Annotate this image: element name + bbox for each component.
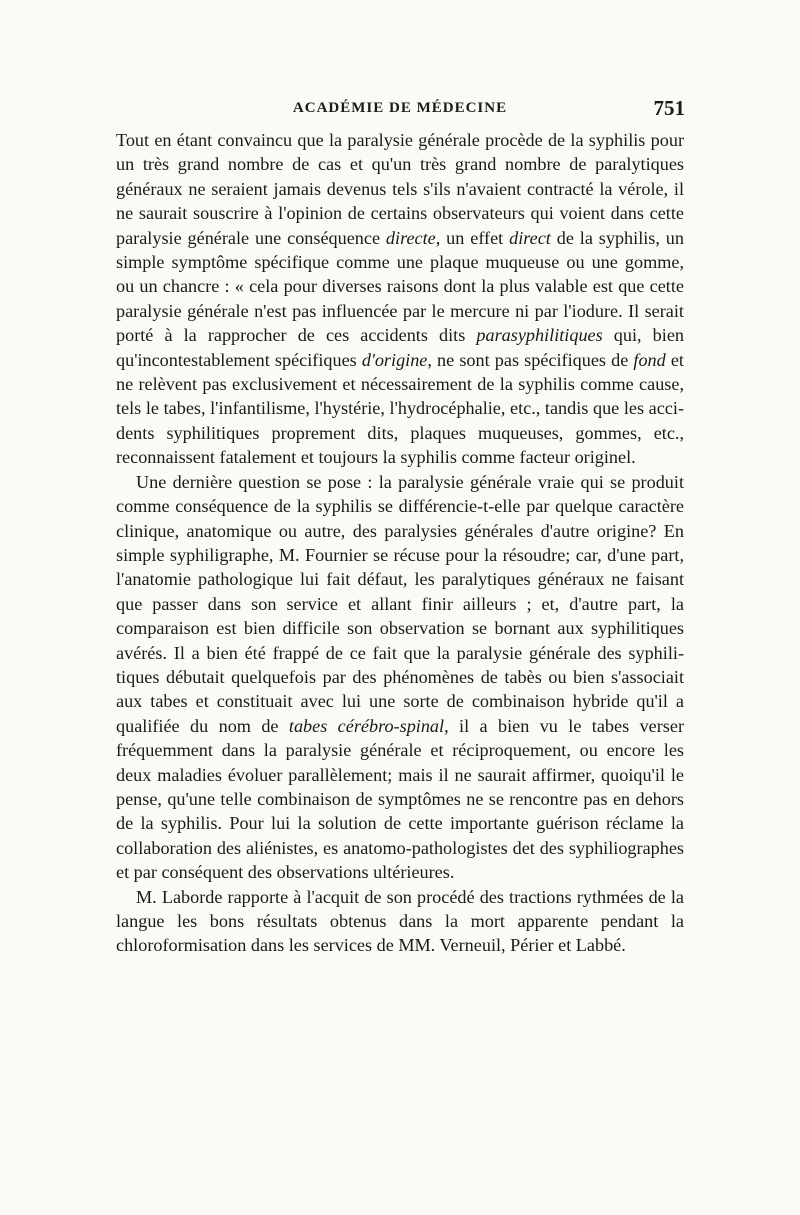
italic-text: parasyphilitiques	[476, 325, 603, 346]
text-run: Tout en étant convaincu que la paralysie générale procède de la syphilis pour un très grand nombre de cas et qu'un très grand nombre de paralytiques généraux ne seraient jamais devenus tels s'ils n'avaient contracté la vérole, il ne saurait souscrire à l'opinion de certains observateurs qui voient dans cette paralysie générale une conséquence	[116, 130, 684, 248]
text-run: , ne sont pas spécifiques de	[427, 349, 634, 370]
italic-text: directe	[385, 227, 436, 248]
italic-text: direct	[509, 227, 551, 248]
page-number: 751	[653, 96, 685, 120]
italic-text: d'origine	[361, 349, 428, 370]
paragraph-2	[116, 470, 684, 885]
text-run: M. Laborde rapporte à l'acquit de son procédé des tractions rythmées de la langue les bons résultats obtenus dans la mort apparente pendant la chloroformisation dans les services de MM. Verneuil, Périer et Labbé.	[116, 886, 684, 956]
paragraph-1	[116, 128, 684, 470]
text-run: , il a bien vu le tabes verser fréquemment dans la paralysie générale et réciproquement, ou encore les deux maladies évoluer parallèlement; mais il ne saurait affirmer, quoiqu'il le pense, qu'une telle combinaison de symptômes ne se rencontre pas en dehors de la syphilis. Pour lui la solution de cette importante guérison réclame la collaboration des aliénistes, es anatomo-pathologistes det des syphiliographes et par conséquent des observations ultérieures.	[116, 715, 684, 883]
page-header	[115, 96, 685, 120]
text-run: Une dernière question se pose : la paralysie générale vraie qui se produit comme conséquence de la syphilis se différencie-t-elle par quelque caractère clinique, anatomique ou autre, des paralysies générales d'autre origine? En simple syphiligraphe, M. Fournier se récuse pour la résoudre; car, d'une part, l'anatomie pathologique lui fait défaut, les paralytiques généraux ne faisant que passer dans son service et allant finir ailleurs ; et, d'autre part, la comparaison est bien difficile son observation se bornant aux syphilitiques avérés. Il a bien été frappé de ce fait que la paralysie générale des syphilitiques débutait quelquefois par des phénomènes de tabès ou bien s'associait aux tabes et constituait avec lui une sorte de combinaison hybride qu'il a qualifiée du nom de	[116, 471, 684, 736]
paragraph-3	[116, 885, 684, 958]
body-text	[116, 128, 684, 958]
text-run: de la syphilis, un simple symptôme spécifique comme une plaque muqueuse ou une gomme, ou un chancre : « cela pour diverses raisons dont la plus valable est que cette paralysie générale n'est pas influencée par le mercure ni par l'iodure. Il serait porté à la rapprocher de ces accidents dits	[116, 227, 684, 346]
italic-text: fond	[633, 349, 666, 370]
italic-text: tabes cérébro-spinal	[288, 715, 445, 736]
running-head: ACADÉMIE DE MÉDECINE	[292, 100, 508, 116]
text-run: , un effet	[435, 227, 510, 248]
text-run: qui, bien qu'incontestablement spécifiques	[116, 325, 684, 370]
text-run: et ne relèvent pas exclusivement et nécessairement de la syphilis comme cause, tels le tabes, l'infantilisme, l'hystérie, l'hydrocéphalie, etc., tandis que les accidents syphilitiques proprement dits, plaques muqueuses, gommes, etc., reconnaissent fatalement et toujours la syphilis comme facteur originel.	[116, 349, 684, 468]
